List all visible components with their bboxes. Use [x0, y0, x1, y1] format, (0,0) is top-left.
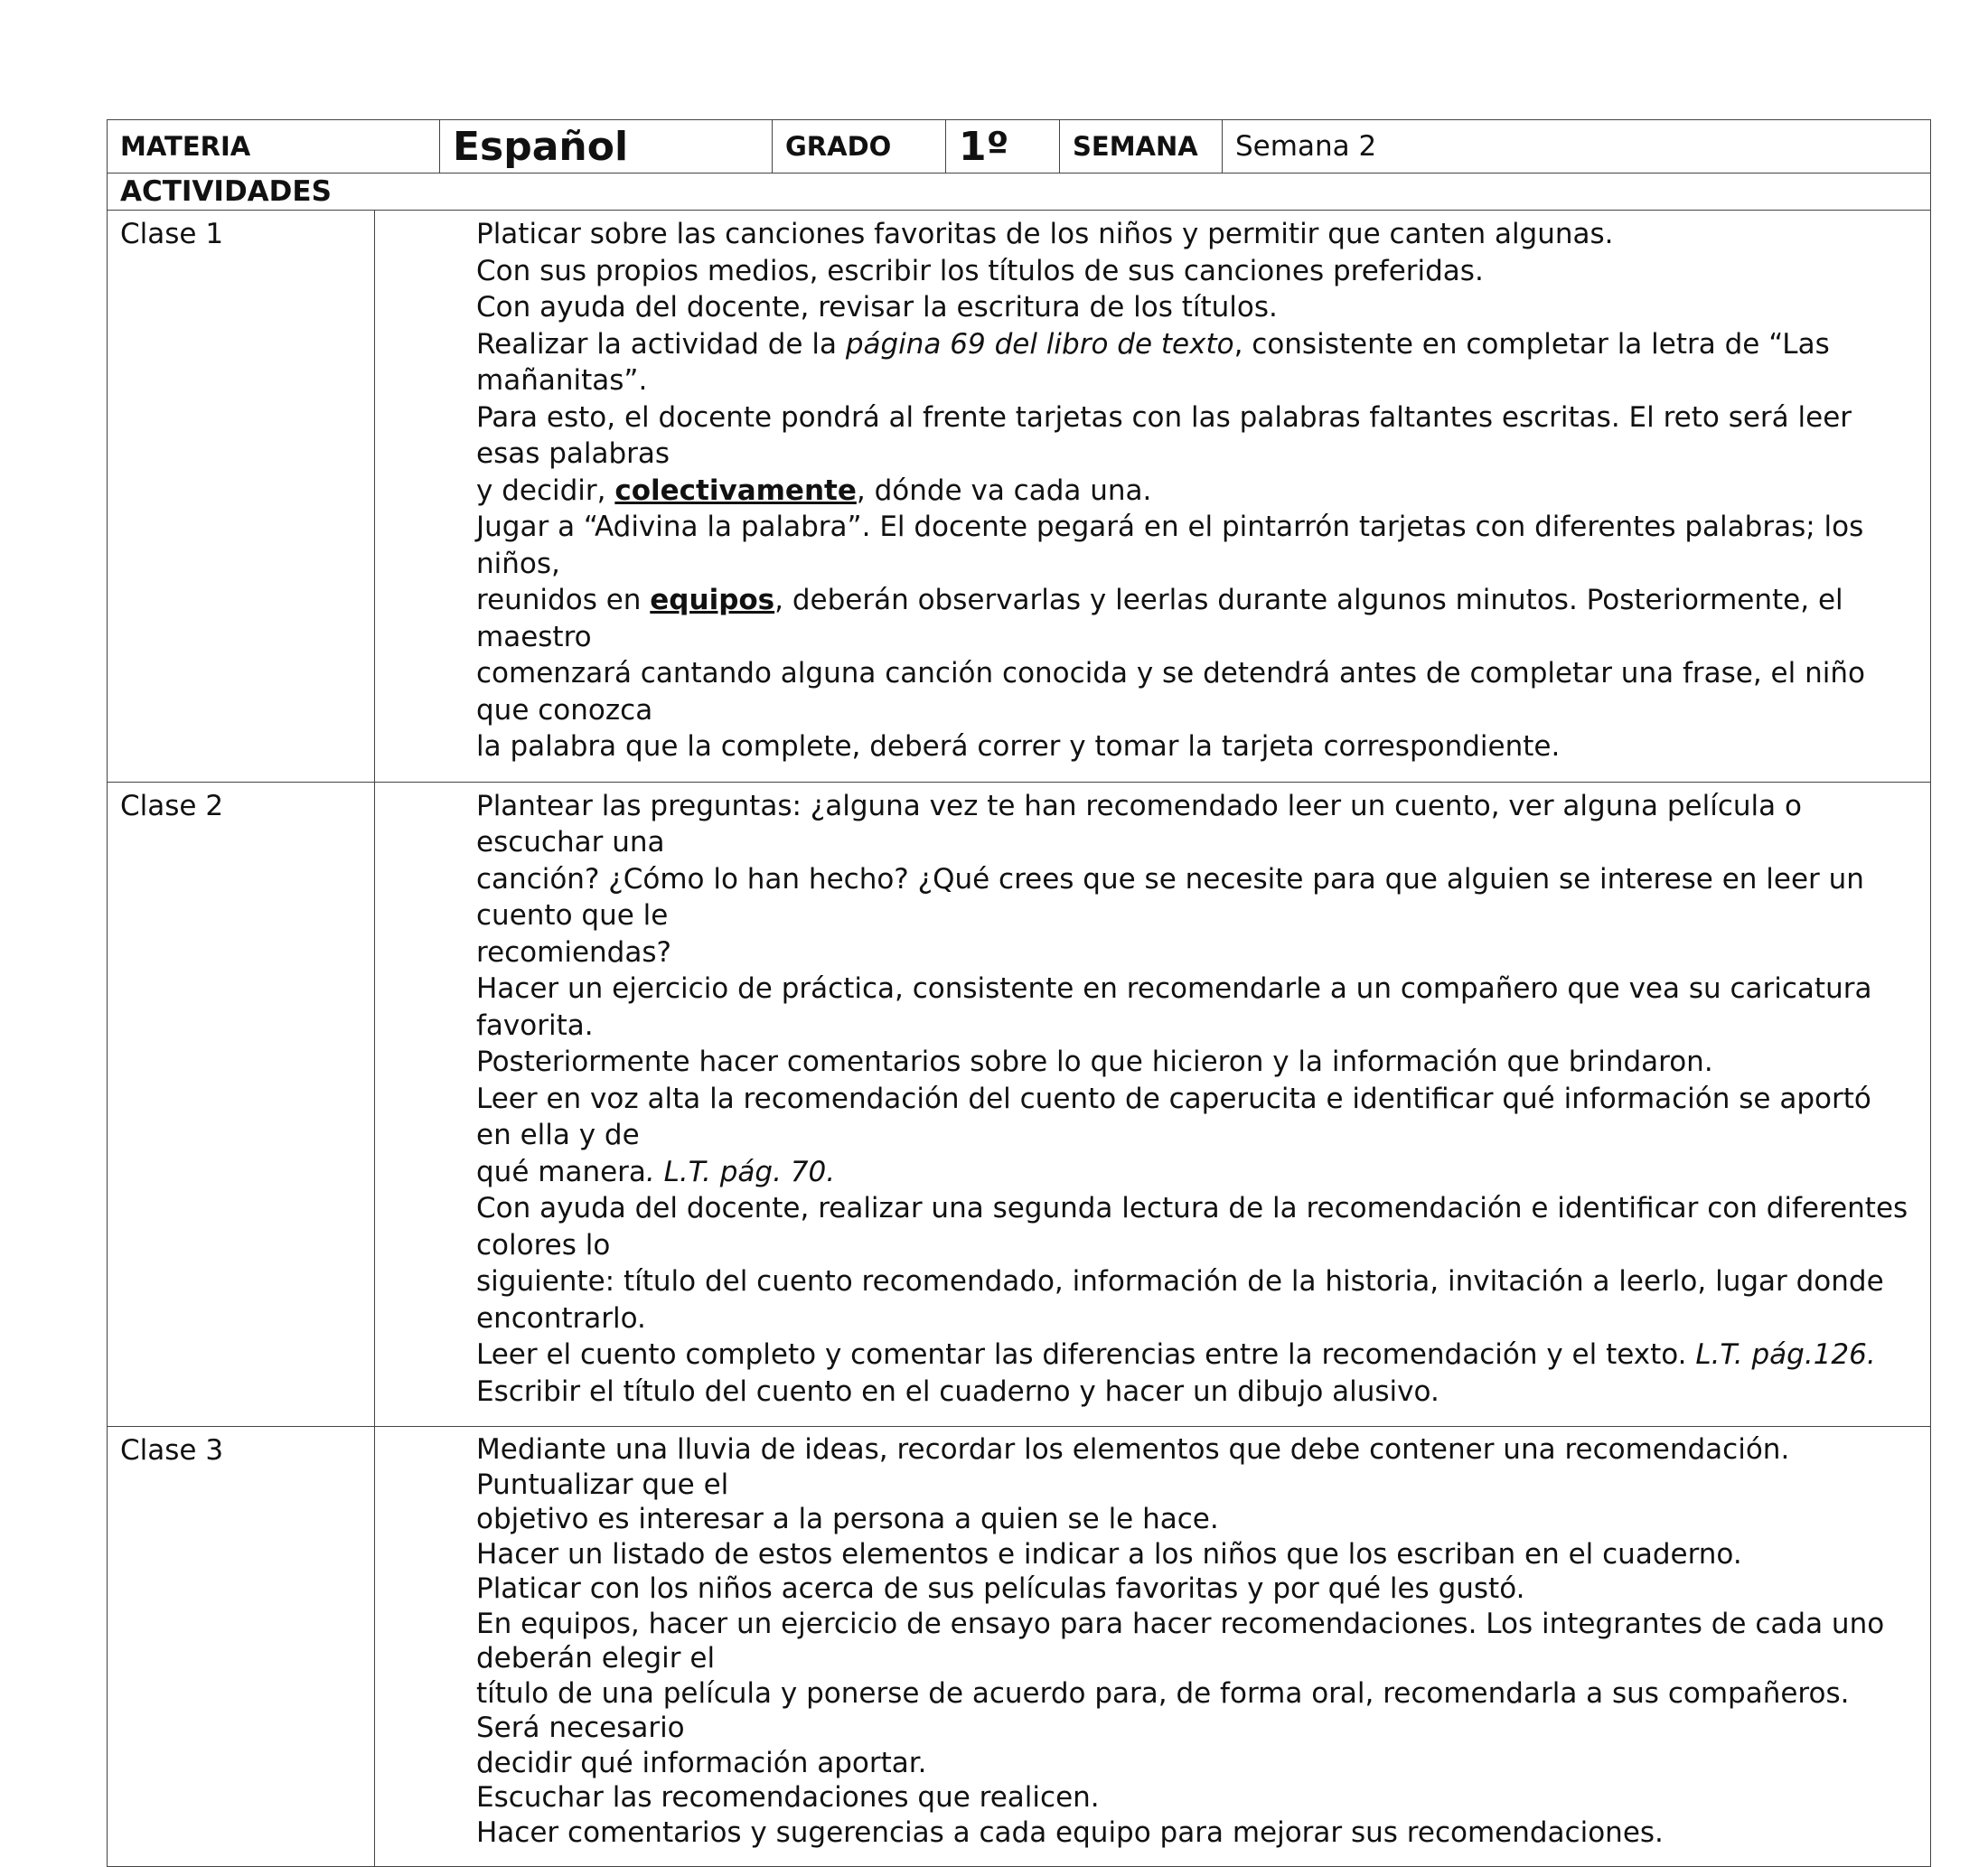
text-span: y decidir,: [476, 474, 615, 507]
activity-line: Para esto, el docente pondrá al frente tarjetas con las palabras faltantes escritas. El reto será leer esas palabras: [476, 400, 1852, 470]
activity-line: Posteriormente hacer comentarios sobre lo que hicieron y la información que brindaron.: [476, 1046, 1713, 1078]
clase-label: Clase 1: [108, 211, 375, 783]
clase-row: [108, 782, 1931, 1427]
activity-line: En equipos, hacer un ejercicio de ensayo para hacer recomendaciones. Los integrantes de cada uno deberán elegir el: [476, 1607, 1885, 1675]
activity-line: Platicar con los niños acerca de sus películas favoritas y por qué les gustó.: [476, 1572, 1525, 1605]
text-span: Realizar la actividad de la: [476, 327, 846, 361]
grado-value: 1º: [946, 120, 1060, 174]
activity-line: comenzará cantando alguna canción conocida y se detendrá antes de completar una frase, el niño que conozca: [476, 657, 1865, 727]
activity-line: Escuchar las recomendaciones que realicen.: [476, 1781, 1100, 1814]
textbook-ref: L.T. pág.126.: [1695, 1338, 1876, 1371]
textbook-ref: página 69 del libro de texto: [845, 327, 1234, 361]
emphasis-colectivamente: colectivamente: [614, 474, 857, 507]
activity-line: [476, 1154, 1908, 1191]
clase-row: [108, 211, 1931, 783]
activity-line: Jugar a “Adivina la palabra”. El docente pegará en el pintarrón tarjetas con diferentes palabras; los niños,: [476, 511, 1864, 580]
text-span: reunidos en: [476, 584, 651, 616]
text-span: , consistente en completar la letra de “Las mañanitas”.: [476, 327, 1830, 397]
activity-line: siguiente: título del cuento recomendado, información de la historia, invitación a leerlo, lugar donde encontrarlo.: [476, 1265, 1884, 1335]
activity-line: objetivo es interesar a la persona a quien se le hace.: [476, 1503, 1219, 1535]
text-span: , dónde va cada una.: [856, 474, 1152, 507]
text-span: qué manera: [476, 1155, 646, 1188]
clase-content: [375, 1427, 1931, 1867]
materia-value: Español: [440, 120, 773, 174]
semana-value: Semana 2: [1223, 120, 1931, 174]
activity-line: canción? ¿Cómo lo han hecho? ¿Qué crees que se necesite para que alguien se interese en leer un cuento que le: [476, 862, 1864, 932]
activity-line: Hacer un listado de estos elementos e indicar a los niños que los escriban en el cuaderno.: [476, 1537, 1742, 1571]
activity-line: [476, 1337, 1908, 1374]
clase-content: [375, 782, 1931, 1427]
grado-label: GRADO: [773, 120, 946, 174]
activity-line: Con ayuda del docente, realizar una segunda lectura de la recomendación e identificar con diferentes colores lo: [476, 1192, 1908, 1262]
emphasis-equipos: equipos: [650, 584, 775, 616]
activity-line: decidir qué información aportar.: [476, 1746, 927, 1779]
clase-row: [108, 1427, 1931, 1867]
activity-line: Con ayuda del docente, revisar la escritura de los títulos.: [476, 291, 1278, 324]
activity-line: Hacer comentarios y sugerencias a cada equipo para mejorar sus recomendaciones.: [476, 1815, 1664, 1849]
semana-label: SEMANA: [1060, 120, 1223, 174]
header-row: [108, 120, 1931, 174]
text-span: , deberán observarlas y leerlas durante algunos minutos. Posteriormente, el maestro: [476, 584, 1843, 653]
lesson-plan-table: [107, 119, 1931, 1867]
activity-line: la palabra que la complete, deberá correr y tomar la tarjeta correspondiente.: [476, 730, 1561, 763]
clase-label: Clase 2: [108, 782, 375, 1427]
activity-line: recomiendas?: [476, 935, 671, 969]
text-span: Leer el cuento completo y comentar las diferencias entre la recomendación y el texto.: [476, 1338, 1696, 1371]
activity-line: [476, 582, 1908, 655]
activity-line: Hacer un ejercicio de práctica, consistente en recomendarle a un compañero que vea su caricatura favorita.: [476, 972, 1872, 1042]
actividades-row: [108, 174, 1931, 211]
activity-line: título de una película y ponerse de acuerdo para, de forma oral, recomendarla a sus compañeros. Será necesario: [476, 1676, 1850, 1744]
activity-line: Con sus propios medios, escribir los títulos de sus canciones preferidas.: [476, 254, 1484, 287]
activity-line: Mediante una lluvia de ideas, recordar los elementos que debe contener una recomendación. Puntualizar que el: [476, 1433, 1790, 1501]
activity-line: Escribir el título del cuento en el cuaderno y hacer un dibujo alusivo.: [476, 1374, 1439, 1408]
activity-line: [476, 326, 1908, 399]
materia-label: MATERIA: [108, 120, 440, 174]
activity-line: [476, 473, 1908, 510]
clase-content: [375, 211, 1931, 783]
activity-line: Plantear las preguntas: ¿alguna vez te han recomendado leer un cuento, ver alguna película o escuchar una: [476, 789, 1802, 858]
lesson-plan-sheet: [107, 119, 1930, 1867]
activity-line: Platicar sobre las canciones favoritas de los niños y permitir que canten algunas.: [476, 218, 1614, 250]
clase-label: Clase 3: [108, 1427, 375, 1867]
activity-line: Leer en voz alta la recomendación del cuento de caperucita e identificar qué información se aportó en ella y de: [476, 1082, 1871, 1151]
textbook-ref: . L.T. pág. 70.: [645, 1155, 836, 1188]
actividades-label: ACTIVIDADES: [108, 174, 1931, 211]
